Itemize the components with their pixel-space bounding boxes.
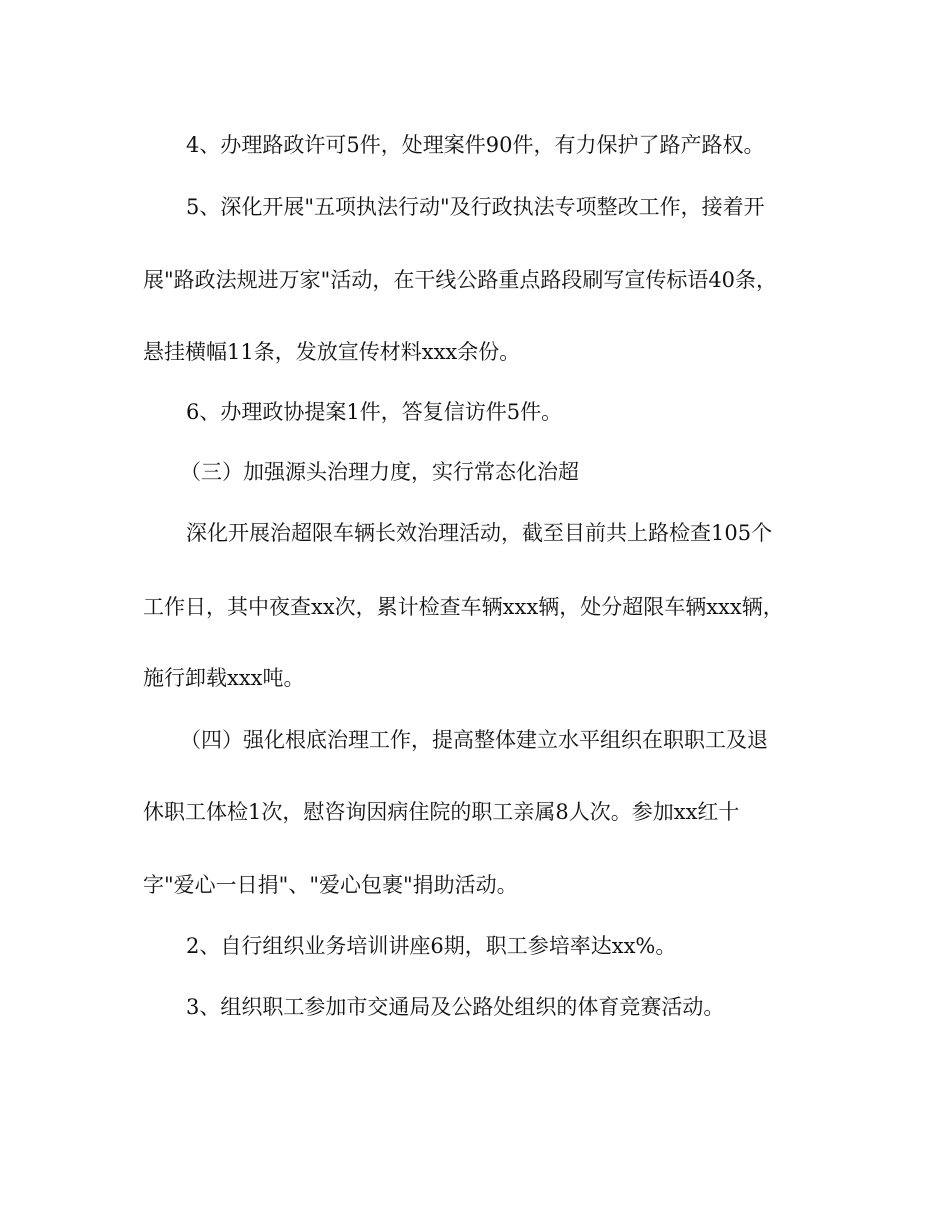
paragraph-line-7: 深化开展治超限车辆长效治理活动，截至目前共上路检查105个 — [186, 521, 773, 545]
section-heading-4: （四）强化根底治理工作，提高整体建立水平组织在职职工及退 — [180, 728, 768, 752]
paragraph-line-13: 2、自行组织业务培训讲座6期，职工参培率达xx%。 — [186, 934, 677, 958]
paragraph-line-5: 6、办理政协提案1件，答复信访件5件。 — [186, 400, 563, 424]
paragraph-line-1: 4、办理路政许可5件，处理案件90件，有力保护了路产路权。 — [186, 133, 765, 157]
paragraph-line-12: 字"爱心一日捐"、"爱心包裹"捐助活动。 — [143, 873, 518, 897]
paragraph-line-14: 3、组织职工参加市交通局及公路处组织的体育竞赛活动。 — [186, 995, 725, 1019]
paragraph-line-4: 悬挂横幅11条，发放宣传材料xxx余份。 — [143, 340, 521, 364]
paragraph-line-8: 工作日，其中夜查xx次，累计检查车辆xxx辆，处分超限车辆xxx辆， — [143, 595, 784, 619]
paragraph-line-11: 休职工体检1次，慰咨询因病住院的职工亲属8人次。参加xx红十 — [143, 800, 740, 824]
paragraph-line-2: 5、深化开展"五项执法行动"及行政执法专项整改工作，接着开 — [186, 195, 765, 219]
paragraph-line-9: 施行卸载xxx吨。 — [143, 666, 305, 690]
paragraph-line-3: 展"路政法规进万家"活动，在干线公路重点路段刷写宣传标语40条， — [143, 268, 778, 292]
section-heading-3: （三）加强源头治理力度，实行常态化治超 — [180, 460, 579, 484]
